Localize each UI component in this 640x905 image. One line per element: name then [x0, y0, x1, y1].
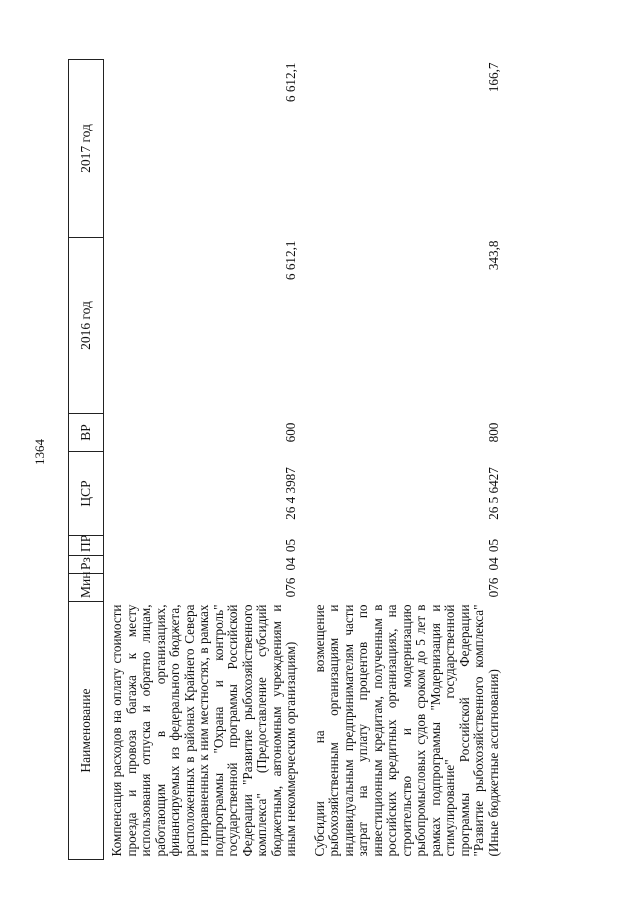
row-year-2017: 166,7: [485, 62, 501, 93]
row-csr: 26 5 6427: [485, 467, 501, 520]
row-csr: 26 4 3987: [283, 467, 298, 520]
header-year-2016: 2016 год: [69, 238, 104, 414]
header-rz: Рз: [69, 556, 104, 574]
header-min: Мин: [69, 574, 104, 602]
table-row: [301, 60, 504, 860]
row-pr: 05: [283, 538, 298, 553]
header-vr: ВР: [69, 414, 104, 452]
header-name: Наименование: [69, 602, 104, 860]
row-name: Компенсация расходов на оплату стоимости проезда и провоза багажа к месту использования отпуска и обратно лицам, работающим в организациях, финансируемых из федерального бюджета, расположенных в районах Крайнего Севера и приравненных к ним местностях, в рамках подпрограммы "Охрана и контроль" государственной программы Российской Федерации "Развитие рыбохозяйственного комплекса" (Предоставление субсидий бюджетным, автономным учреждениям и иным некоммерческим организациям): [109, 604, 298, 857]
header-row: [69, 60, 104, 860]
row-year-2016: 343,8: [485, 240, 501, 271]
page-number: 1364: [32, 439, 47, 465]
table-header: [69, 60, 104, 860]
row-min: 076: [485, 577, 501, 598]
row-pr: 05: [485, 538, 501, 553]
row-min: 076: [283, 577, 298, 598]
table-body: [104, 60, 504, 860]
row-year-2016: 6 612,1: [283, 240, 298, 281]
row-name: Субсидии на возмещение рыбохозяйственным организациям и индивидуальным предпринимателям части затрат на уплату процентов по инвестиционным кредитам, полученным в российских кредитных организациях, на строительство и модернизацию рыбопромысловых судов сроком до 5 лет в рамках подпрограммы "Модернизация и стимулирование" государственной программы Российской Федерации "Развитие рыбохозяйственного комплекса" (Иные бюджетные ассигнования): [311, 604, 501, 857]
row-rz: 04: [485, 557, 501, 571]
rotated-page-content: [68, 60, 608, 860]
header-year-2017: 2017 год: [69, 60, 104, 238]
row-vr: 800: [485, 422, 501, 443]
budget-table: [68, 59, 503, 860]
header-pr: ПР: [69, 536, 104, 556]
header-csr: ЦСР: [69, 452, 104, 536]
table-row: [104, 60, 301, 860]
row-rz: 04: [283, 557, 298, 571]
row-year-2017: 6 612,1: [283, 62, 298, 103]
row-vr: 600: [283, 422, 298, 443]
